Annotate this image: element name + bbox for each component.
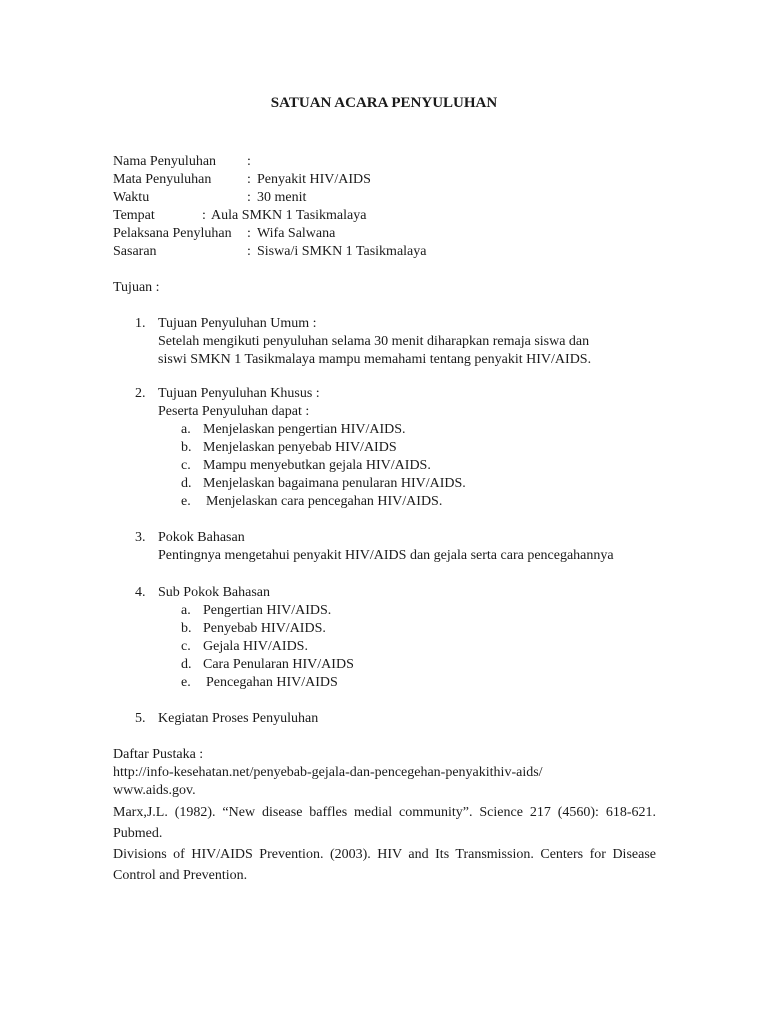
info-sep: :	[247, 226, 251, 241]
list-item-text: Penyebab HIV/AIDS.	[203, 621, 326, 636]
reference-site: www.aids.gov.	[113, 783, 196, 798]
list-letter: a.	[181, 422, 191, 437]
info-value-mata: Penyakit HIV/AIDS	[257, 172, 371, 187]
info-label-pelaksana: Pelaksana Penyluhan	[113, 226, 232, 241]
list-letter: b.	[181, 440, 192, 455]
info-sep: :	[247, 154, 251, 169]
list-letter: e.	[181, 494, 191, 509]
list-item-text: Mampu menyebutkan gejala HIV/AIDS.	[203, 458, 431, 473]
section-text-line: siswi SMKN 1 Tasikmalaya mampu memahami tentang penyakit HIV/AIDS.	[158, 352, 592, 367]
info-value-waktu: 30 menit	[257, 190, 307, 205]
info-sep: :	[202, 208, 206, 223]
info-value-sasaran: Siswa/i SMKN 1 Tasikmalaya	[257, 244, 427, 259]
info-label-waktu: Waktu	[113, 190, 150, 205]
section-text-line: Setelah mengikuti penyuluhan selama 30 menit diharapkan remaja siswa dan	[158, 334, 590, 349]
references-label: Daftar Pustaka :	[113, 747, 204, 762]
info-value-tempat: Aula SMKN 1 Tasikmalaya	[211, 208, 367, 223]
list-item-text: Pengertian HIV/AIDS.	[203, 603, 332, 618]
list-letter: d.	[181, 657, 192, 672]
reference-entry: Marx,J.L. (1982). “New disease baffles medial community”. Science 217 (4560): 618-621. Pubmed.	[113, 805, 656, 841]
info-sep: :	[247, 190, 251, 205]
section-number: 2.	[135, 386, 146, 401]
section-number: 4.	[135, 585, 146, 600]
tujuan-label: Tujuan :	[113, 280, 160, 295]
reference-entry: Divisions of HIV/AIDS Prevention. (2003). HIV and Its Transmission. Centers for Disease Control and Prevention.	[113, 847, 656, 883]
document-title: SATUAN ACARA PENYULUHAN	[270, 95, 498, 111]
list-item-text: Pencegahan HIV/AIDS	[206, 675, 338, 690]
info-label-nama: Nama Penyuluhan	[113, 154, 217, 169]
info-label-mata: Mata Penyuluhan	[113, 172, 212, 187]
section-heading: Tujuan Penyuluhan Khusus :	[158, 386, 320, 401]
section-text-line: Pentingnya mengetahui penyakit HIV/AIDS dan gejala serta cara pencegahannya	[158, 548, 614, 563]
info-sep: :	[247, 244, 251, 259]
list-letter: d.	[181, 476, 192, 491]
list-item-text: Cara Penularan HIV/AIDS	[203, 657, 354, 672]
list-item-text: Menjelaskan penyebab HIV/AIDS	[203, 440, 397, 455]
list-letter: e.	[181, 675, 191, 690]
info-label-sasaran: Sasaran	[113, 244, 157, 259]
list-item-text: Menjelaskan bagaimana penularan HIV/AIDS.	[203, 476, 466, 491]
list-item-text: Menjelaskan pengertian HIV/AIDS.	[203, 422, 406, 437]
section-heading: Kegiatan Proses Penyuluhan	[158, 711, 319, 726]
list-item-text: Menjelaskan cara pencegahan HIV/AIDS.	[206, 494, 443, 509]
section-heading: Tujuan Penyuluhan Umum :	[158, 316, 317, 331]
info-sep: :	[247, 172, 251, 187]
section-heading: Pokok Bahasan	[158, 530, 245, 545]
list-item-text: Gejala HIV/AIDS.	[203, 639, 308, 654]
section-number: 3.	[135, 530, 146, 545]
section-heading: Sub Pokok Bahasan	[158, 585, 270, 600]
section-text-line: Peserta Penyuluhan dapat :	[158, 404, 310, 419]
info-label-tempat: Tempat	[113, 208, 155, 223]
list-letter: c.	[181, 639, 191, 654]
list-letter: a.	[181, 603, 191, 618]
section-number: 1.	[135, 316, 146, 331]
info-value-pelaksana: Wifa Salwana	[257, 226, 336, 241]
list-letter: c.	[181, 458, 191, 473]
list-letter: b.	[181, 621, 192, 636]
section-number: 5.	[135, 711, 146, 726]
reference-url: http://info-kesehatan.net/penyebab-gejala-dan-pencegehan-penyakithiv-aids/	[113, 765, 543, 780]
